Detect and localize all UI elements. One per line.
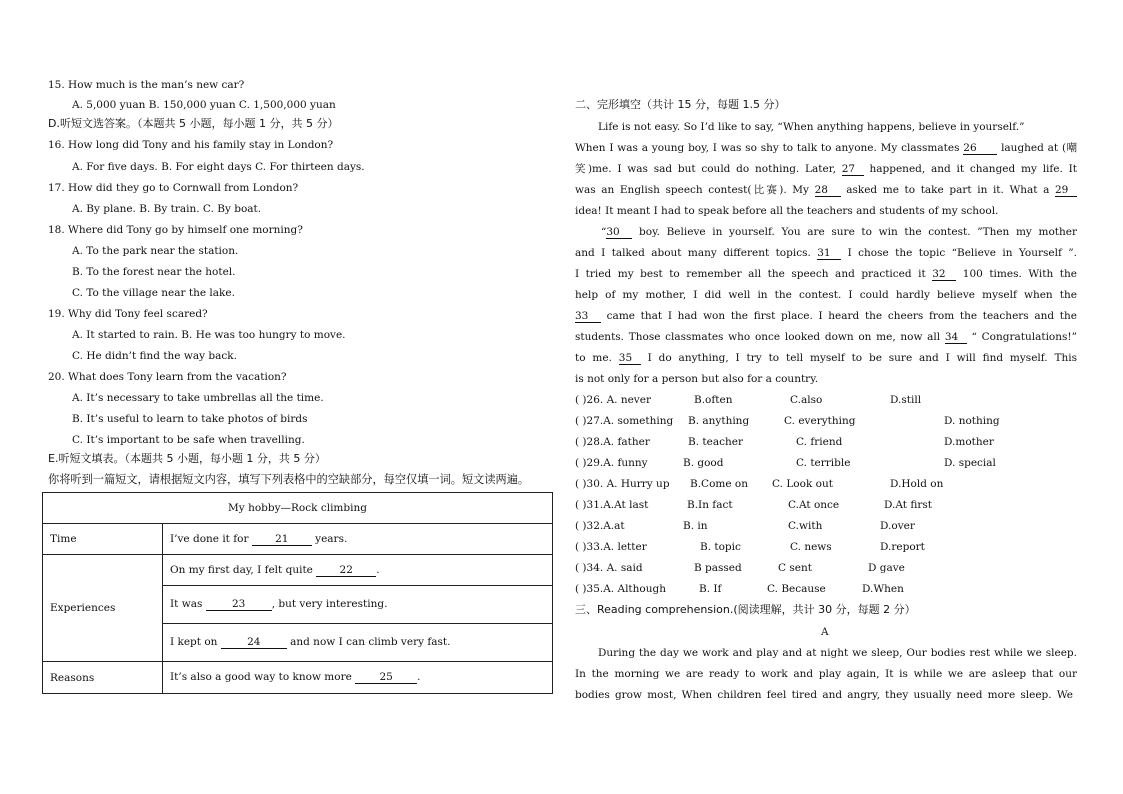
row-reasons-cell: It’s also a good way to know more 25 . [163,662,553,694]
blank-26[interactable]: 26 [963,142,997,155]
option-item-stem: ( )30. A. Hurry up [575,478,670,490]
question-20-stem: 20. What does Tony learn from the vacation? [48,371,287,383]
cloze-line-8: I tried my best to remember all the speech and practiced it 32 100 times. With the [575,268,1077,280]
blank-22[interactable]: 22 [316,564,376,577]
option-choice[interactable]: D. special [944,457,996,469]
option-choice[interactable]: D.When [862,583,904,595]
hobby-table [42,492,553,694]
cloze-line-12: to me. 35 I do anything, I try to tell myself to be sure and I will find myself. This [575,352,1077,364]
reading-section-title: 三、Reading comprehension.(阅读理解，共计 30 分，每题 2 分） [575,603,916,616]
blank-35[interactable]: 35 [619,352,641,365]
question-18-option-b: B. To the forest near the hotel. [72,266,236,278]
option-choice[interactable]: B. anything [688,415,750,427]
cloze-line-11: students. Those classmates who once looked down on me, now all 34 “ Congratulations!” [575,331,1077,343]
section-e-instructions: 你将听到一篇短文，请根据短文内容，填写下列表格中的空缺部分，每空仅填一词。短文读两遍。 [48,473,530,486]
option-item-stem: ( )29.A. funny [575,457,648,469]
question-19-options-ab: A. It started to rain. B. He was too hungry to move. [72,329,346,341]
option-item-stem: ( )26. A. never [575,394,651,406]
question-18-stem: 18. Where did Tony go by himself one morning? [48,224,303,236]
blank-27[interactable]: 27 [842,163,864,176]
cloze-line-10: 33 came that I had won the first place. I heard the cheers from the teachers and the [575,310,1077,322]
option-item-stem: ( )34. A. said [575,562,643,574]
option-choice[interactable]: B. If [699,583,722,595]
option-choice[interactable]: B.In fact [687,499,733,511]
question-20-option-c: C. It’s important to be safe when travelling. [72,434,305,446]
option-choice[interactable]: D.still [890,394,922,406]
option-item-stem: ( )27.A. something [575,415,674,427]
option-choice[interactable]: C. news [790,541,832,553]
passage-letter: A [821,626,829,638]
blank-33[interactable]: 33 [575,310,601,323]
option-choice[interactable]: C. Look out [772,478,833,490]
question-18-option-c: C. To the village near the lake. [72,287,235,299]
option-item-stem: ( )28.A. father [575,436,650,448]
question-16-options: A. For five days. B. For eight days C. For thirteen days. [72,161,365,173]
option-choice[interactable]: D. nothing [944,415,1000,427]
option-choice[interactable]: B. good [683,457,724,469]
question-20-option-b: B. It’s useful to learn to take photos of birds [72,413,308,425]
cloze-line-6: “30 boy. Believe in yourself. You are sure to win the contest. ”Then my mother [601,226,1077,238]
option-choice[interactable]: D.At first [884,499,932,511]
option-choice[interactable]: C.also [790,394,823,406]
row-exp2-cell: It was 23 , but very interesting. [163,586,553,624]
option-item-stem: ( )35.A. Although [575,583,666,595]
cloze-line-3: 笑)me. I was sad but could do nothing. Later, 27 happened, and it changed my life. It [575,163,1078,175]
option-choice[interactable]: C.At once [788,499,840,511]
row-label-experiences: Experiences [43,555,163,662]
option-choice[interactable]: B. in [683,520,708,532]
cloze-line-9: help of my mother, I did well in the contest. I could hardly believe myself when the [575,289,1077,301]
question-19-stem: 19. Why did Tony feel scared? [48,308,208,320]
blank-29[interactable]: 29 [1055,184,1077,197]
option-item-stem: ( )33.A. letter [575,541,647,553]
option-choice[interactable]: C. terrible [796,457,851,469]
blank-30[interactable]: 30 [606,226,632,239]
row-exp1-cell: On my first day, I felt quite 22 . [163,555,553,586]
option-choice[interactable]: C. friend [796,436,843,448]
cloze-line-1: Life is not easy. So I’d like to say, “When anything happens, believe in yourself.” [598,121,1025,133]
row-label-time: Time [43,524,163,555]
left-column [0,0,560,794]
option-choice[interactable]: B. teacher [688,436,743,448]
option-item-stem: ( )31.A.At last [575,499,649,511]
blank-25[interactable]: 25 [355,671,417,684]
blank-28[interactable]: 28 [815,184,841,197]
reading-line-3: bodies grow most, When children feel tired and angry, they usually need more sleep. We [575,689,1073,701]
blank-31[interactable]: 31 [817,247,841,260]
question-15-options: A. 5,000 yuan B. 150,000 yuan C. 1,500,000 yuan [72,99,336,111]
row-exp3-cell: I kept on 24 and now I can climb very fast. [163,624,553,662]
option-choice[interactable]: C. Because [767,583,826,595]
question-17-stem: 17. How did they go to Cornwall from London? [48,182,299,194]
option-choice[interactable]: D gave [868,562,905,574]
question-19-option-c: C. He didn’t find the way back. [72,350,237,362]
section-d-title: D.听短文选答案。（本题共 5 小题，每小题 1 分，共 5 分） [48,117,339,130]
option-choice[interactable]: C. everything [784,415,856,427]
option-choice[interactable]: D.Hold on [890,478,944,490]
option-choice[interactable]: B passed [694,562,742,574]
blank-24[interactable]: 24 [221,636,287,649]
question-17-options: A. By plane. B. By train. C. By boat. [72,203,262,215]
option-choice[interactable]: B.Come on [690,478,749,490]
question-15-stem: 15. How much is the man’s new car? [48,79,245,91]
reading-line-2: In the morning we are ready to work and play again, It is while we are asleep that our [575,668,1077,680]
cloze-line-2: When I was a young boy, I was so shy to talk to anyone. My classmates 26 laughed at (嘲 [575,142,1078,154]
question-16-stem: 16. How long did Tony and his family stay in London? [48,139,334,151]
cloze-line-7: and I talked about many different topics. 31 I chose the topic “Believe in Yourself ”. [575,247,1077,259]
cloze-line-4: was an English speech contest(比赛). My 28 asked me to take part in it. What a 29 [575,183,1077,197]
option-choice[interactable]: D.mother [944,436,994,448]
blank-23[interactable]: 23 [206,598,272,611]
row-label-reasons: Reasons [43,662,163,694]
reading-line-1: During the day we work and play and at night we sleep, Our bodies rest while we sleep. [598,647,1077,659]
question-20-option-a: A. It’s necessary to take umbrellas all the time. [72,392,324,404]
blank-21[interactable]: 21 [252,533,312,546]
option-choice[interactable]: B.often [694,394,733,406]
row-time-cell: I’ve done it for 21 years. [163,524,553,555]
option-choice[interactable]: D.over [880,520,915,532]
cloze-line-5: idea! It meant I had to speak before all the teachers and students of my school. [575,205,999,217]
question-18-option-a: A. To the park near the station. [72,245,239,257]
option-choice[interactable]: C sent [778,562,812,574]
option-choice[interactable]: D.report [880,541,925,553]
cloze-section-title: 二、完形填空（共计 15 分，每题 1.5 分） [575,98,786,111]
blank-32[interactable]: 32 [932,268,956,281]
cloze-line-13: is not only for a person but also for a country. [575,373,819,385]
option-choice[interactable]: B. topic [700,541,741,553]
blank-34[interactable]: 34 [945,331,967,344]
table-title: My hobby—Rock climbing [43,493,553,524]
option-choice[interactable]: C.with [788,520,823,532]
section-e-title: E.听短文填表。（本题共 5 小题，每小题 1 分，共 5 分） [48,452,326,465]
option-item-stem: ( )32.A.at [575,520,625,532]
